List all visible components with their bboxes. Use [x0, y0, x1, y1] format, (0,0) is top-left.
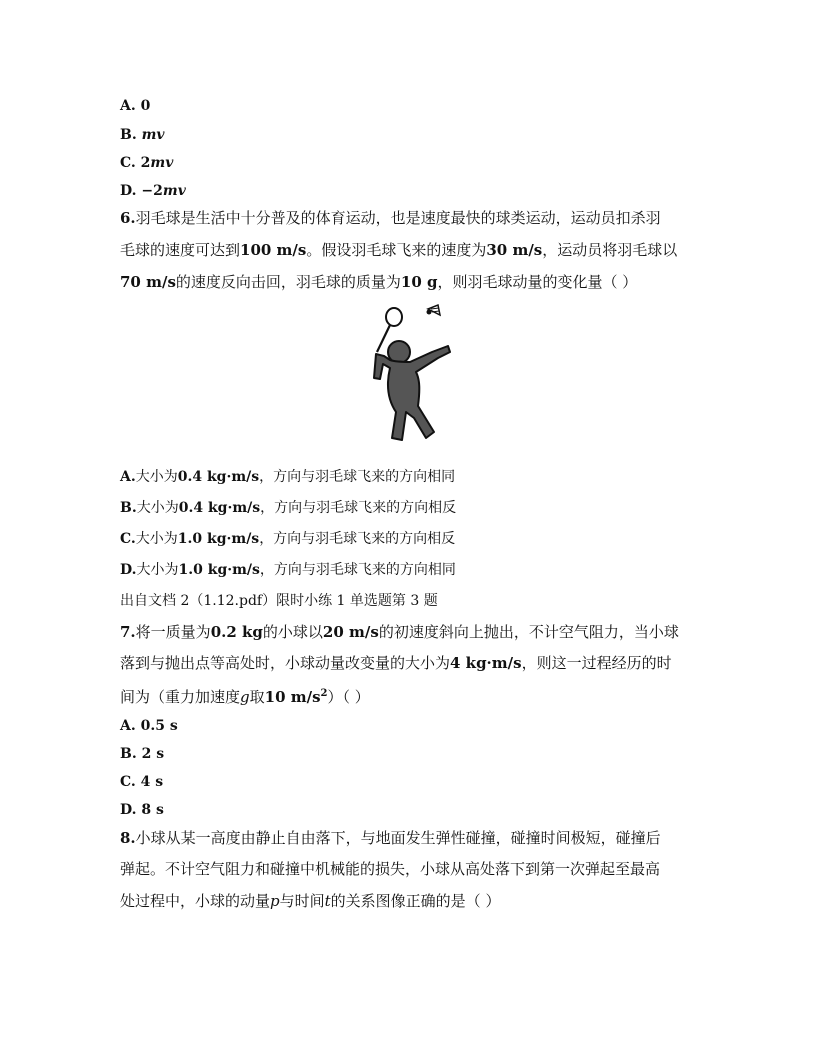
q7-line-3 — [120, 684, 370, 707]
q6-option-b-direction: ，方向与羽毛球飞来的方向相反 — [260, 500, 457, 516]
badminton-player-illustration — [366, 300, 466, 455]
q6-value-70: 70 m/s — [120, 273, 176, 291]
q8-text-3a: 处过程中，小球的动量 — [120, 892, 271, 910]
q6-option-c-label: C. — [120, 531, 136, 547]
q8-text-1: 小球从某一高度由静止自由落下，与地面发生弹性碰撞，碰撞时间极短，碰撞后 — [135, 829, 661, 847]
q7-line-2 — [120, 653, 672, 673]
q6-option-a-text: 大小为 — [135, 469, 178, 485]
q6-line-1 — [120, 208, 661, 228]
q6-option-a-label: A. — [120, 469, 136, 485]
q6-text-3b: 的速度反向击回，羽毛球的质量为 — [175, 273, 401, 291]
q8-text-3e: 的关系图像正确的是（ ） — [330, 892, 501, 910]
q6-line-2 — [120, 240, 677, 260]
q5-option-d-label: D. −2 — [120, 183, 163, 199]
q7-text-1c: 的小球以 — [262, 623, 323, 641]
q8-symbol-t: t — [324, 892, 331, 910]
q6-text-2a: 毛球的速度可达到 — [120, 241, 241, 259]
q7-number: 7. — [120, 623, 136, 641]
q6-value-30: 30 m/s — [486, 241, 543, 259]
q5-option-b — [120, 125, 165, 145]
q6-option-b-value: 0.4 kg·m/s — [178, 500, 261, 516]
q5-option-b-math: mv — [141, 127, 165, 143]
q7-value-momentum: 4 kg·m/s — [450, 654, 522, 672]
q6-text-2e: ，运动员将羽毛球以 — [542, 241, 678, 259]
q6-option-d-label: D. — [120, 562, 137, 578]
source-reference: 出自文档 2（1.12.pdf）限时小练 1 单选题第 3 题 — [120, 593, 438, 609]
q5-option-c-label: C. 2 — [120, 155, 151, 171]
q7-value-g-exponent: 2 — [320, 688, 328, 699]
q5-option-d — [120, 181, 186, 201]
q8-symbol-p: p — [270, 892, 280, 910]
q6-option-b-label: B. — [120, 500, 137, 516]
q7-text-3c: 取 — [249, 688, 265, 706]
shuttlecock-icon — [427, 305, 441, 315]
q7-symbol-g: g — [240, 688, 250, 706]
q7-option-a: A. 0.5 s — [120, 718, 178, 734]
q8-line-1 — [120, 828, 661, 848]
q8-text-3c: 与时间 — [279, 892, 325, 910]
q7-option-d: D. 8 s — [120, 802, 164, 818]
q6-text-3d: ，则羽毛球动量的变化量（ ） — [437, 273, 638, 291]
q7-option-c: C. 4 s — [120, 774, 164, 790]
q6-option-b-text: 大小为 — [136, 500, 179, 516]
q5-option-c-math: mv — [150, 155, 174, 171]
player-silhouette-icon — [374, 341, 450, 440]
q6-option-d-text: 大小为 — [136, 562, 179, 578]
q6-option-c-text: 大小为 — [135, 531, 178, 547]
q6-value-100: 100 m/s — [240, 241, 307, 259]
q7-text-3f: ）（ ） — [327, 688, 370, 706]
q6-text-2c: 。假设羽毛球飞来的速度为 — [306, 241, 487, 259]
q6-option-c-direction: ，方向与羽毛球飞来的方向相反 — [259, 531, 456, 547]
q7-line-1 — [120, 622, 679, 642]
q5-option-a — [120, 96, 150, 116]
q6-number: 6. — [120, 209, 136, 227]
q6-option-d — [120, 560, 456, 580]
q5-option-d-math: mv — [162, 183, 186, 199]
q5-option-c — [120, 153, 173, 173]
q6-text-1: 羽毛球是生活中十分普及的体育运动，也是速度最快的球类运动，运动员扣杀羽 — [135, 209, 661, 227]
q5-option-a-text: A. 0 — [120, 98, 151, 114]
q6-option-d-value: 1.0 kg·m/s — [178, 562, 260, 578]
q7-option-b: B. 2 s — [120, 746, 165, 762]
q6-option-a-value: 0.4 kg·m/s — [177, 469, 260, 485]
q7-value-speed: 20 m/s — [322, 623, 379, 641]
q6-option-a-direction: ，方向与羽毛球飞来的方向相同 — [259, 469, 456, 485]
q6-option-d-direction: ，方向与羽毛球飞来的方向相同 — [259, 562, 456, 578]
q6-option-c — [120, 529, 455, 549]
q6-line-3 — [120, 272, 637, 292]
racket-head-icon — [386, 308, 402, 326]
q5-option-b-label: B. — [120, 127, 142, 143]
q7-value-mass: 0.2 kg — [210, 623, 263, 641]
q6-value-mass: 10 g — [400, 273, 438, 291]
q6-option-b — [120, 498, 456, 518]
q6-option-a — [120, 467, 455, 487]
q8-line-3 — [120, 891, 500, 911]
q7-value-g: 10 m/s — [264, 688, 321, 706]
q6-option-c-value: 1.0 kg·m/s — [177, 531, 260, 547]
q7-text-2c: ，则这一过程经历的时 — [521, 654, 672, 672]
q8-number: 8. — [120, 829, 136, 847]
q7-text-1a: 将一质量为 — [135, 623, 211, 641]
q7-text-1e: 的初速度斜向上抛出，不计空气阻力，当小球 — [378, 623, 679, 641]
q7-text-2a: 落到与抛出点等高处时，小球动量改变量的大小为 — [120, 654, 451, 672]
q8-line-2: 弹起。不计空气阻力和碰撞中机械能的损失，小球从高处落下到第一次弹起至最高 — [120, 860, 661, 878]
q7-text-3a: 间为（重力加速度 — [120, 688, 241, 706]
